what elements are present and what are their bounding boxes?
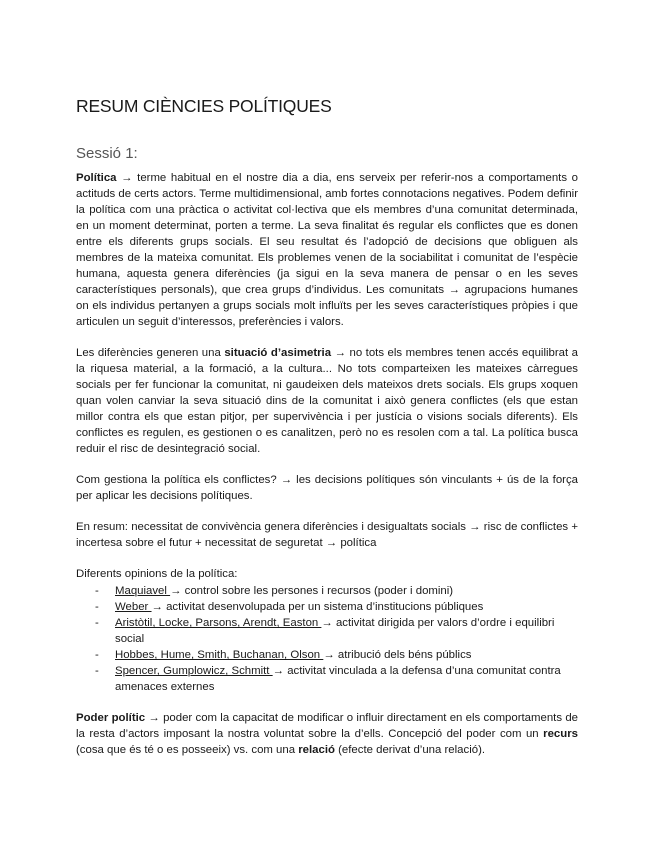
resum-paragraph: En resum: necessitat de convivència genera diferències i desigualtats socials → risc de conflictes + incertesa sobre el futur + necessitat de seguretat → política	[76, 521, 578, 549]
bullet-dash: -	[95, 649, 99, 661]
opinion-authors: Spencer, Gumplowicz, Schmitt	[115, 665, 273, 677]
list-item	[76, 647, 578, 663]
opinions-heading: Diferents opinions de la política:	[76, 568, 238, 580]
politica-term: Política	[76, 172, 117, 184]
opinions-list	[76, 583, 578, 695]
asimetria-after: → no tots els membres tenen accés equilibrat a la riquesa material, a la formació, a la cultura... No tots comparteixen les mateixes càrregues socials per fer funcionar la comunitat, ni gaudeixen dels mateixos drets socials. Els grups xoquen quan volen canviar la seva situació dins de la comunitat i això genera conflictes (els que estan millor contra els que estan pitjor, per supervivència i per justícia o visions socials diferents). Els conflictes es regulen, es gestionen o es canalitzen, però no es resolen com a tal. La política busca reduir el risc de desintegració social.	[76, 347, 578, 455]
opinion-authors: Hobbes, Hume, Smith, Buchanan, Olson	[115, 649, 324, 661]
bullet-dash: -	[95, 585, 99, 597]
opinion-text: → control sobre les persones i recursos (poder i domini)	[170, 585, 454, 597]
recurs-term: recurs	[543, 728, 578, 740]
politica-text: → terme habitual en el nostre dia a dia, ens serveix per referir-nos a comportaments o actituds de certs actors. Terme multidimensional, amb fortes connotacions negatives. Podem definir la política com una pràctica o activitat col·lectiva que els membres d’una comunitat determinada, en un moment determinat, porten a terme. La seva finalitat és regular els conflictes que es donen entre els diferents grups socials. El seu resultat és l’adopció de decisions que obliguen als membres de la mateixa comunitat. Els problemes venen de la sociabilitat i comunitat de l’espècie humana, aquesta genera diferències (ja sigui en la seva manera de pensar o en les seves característiques personals), que crea grups d’individus. Les comunitats → agrupacions humanes on els individus pertanyen a grups socials molt influïts per les seves característiques pròpies i que articulen un seguit d’interessos, preferències i valors.	[76, 172, 578, 328]
opinion-text: → activitat desenvolupada per un sistema d’institucions públiques	[151, 601, 484, 613]
opinion-text: → activitat vinculada a la defensa d’una comunitat contra amenaces externes	[115, 665, 561, 693]
asimetria-paragraph	[76, 345, 578, 457]
opinion-authors: Aristòtil, Locke, Parsons, Arendt, Easton	[115, 617, 322, 629]
opinion-authors: Maquiavel	[115, 585, 171, 597]
gestio-paragraph: Com gestiona la política els conflictes? → les decisions polítiques són vinculants + ús de la força per aplicar les decisions polítiques.	[76, 474, 578, 502]
opinion-authors: Weber	[115, 601, 152, 613]
list-item	[76, 583, 578, 599]
politica-paragraph	[76, 170, 578, 330]
list-item	[76, 615, 578, 647]
poder-term: Poder polític	[76, 712, 146, 724]
bullet-dash: -	[95, 601, 99, 613]
relacio-term: relació	[298, 744, 335, 756]
poder-text-3: (efecte derivat d’una relació).	[334, 744, 486, 756]
bullet-dash: -	[95, 665, 99, 677]
poder-paragraph	[76, 710, 578, 758]
list-item	[76, 599, 578, 615]
document-page	[76, 96, 578, 758]
list-item	[76, 663, 578, 695]
asimetria-term: situació d’asimetria	[224, 347, 332, 359]
poder-text-2: (cosa que és té o es posseeix) vs. com una	[76, 744, 299, 756]
poder-text-1: → poder com la capacitat de modificar o influir directament en els comportaments de la resta d’actors imposant la nostra voluntat sobre la d’ells. Concepció del poder com un	[76, 712, 578, 740]
document-title: RESUM CIÈNCIES POLÍTIQUES	[76, 96, 332, 116]
bullet-dash: -	[95, 617, 99, 629]
session-heading: Sessió 1:	[76, 145, 138, 162]
opinion-text: → atribució dels béns públics	[323, 649, 472, 661]
asimetria-before: Les diferències generen una	[76, 347, 225, 359]
opinion-text: → activitat dirigida per valors d’ordre i equilibri social	[115, 617, 555, 645]
